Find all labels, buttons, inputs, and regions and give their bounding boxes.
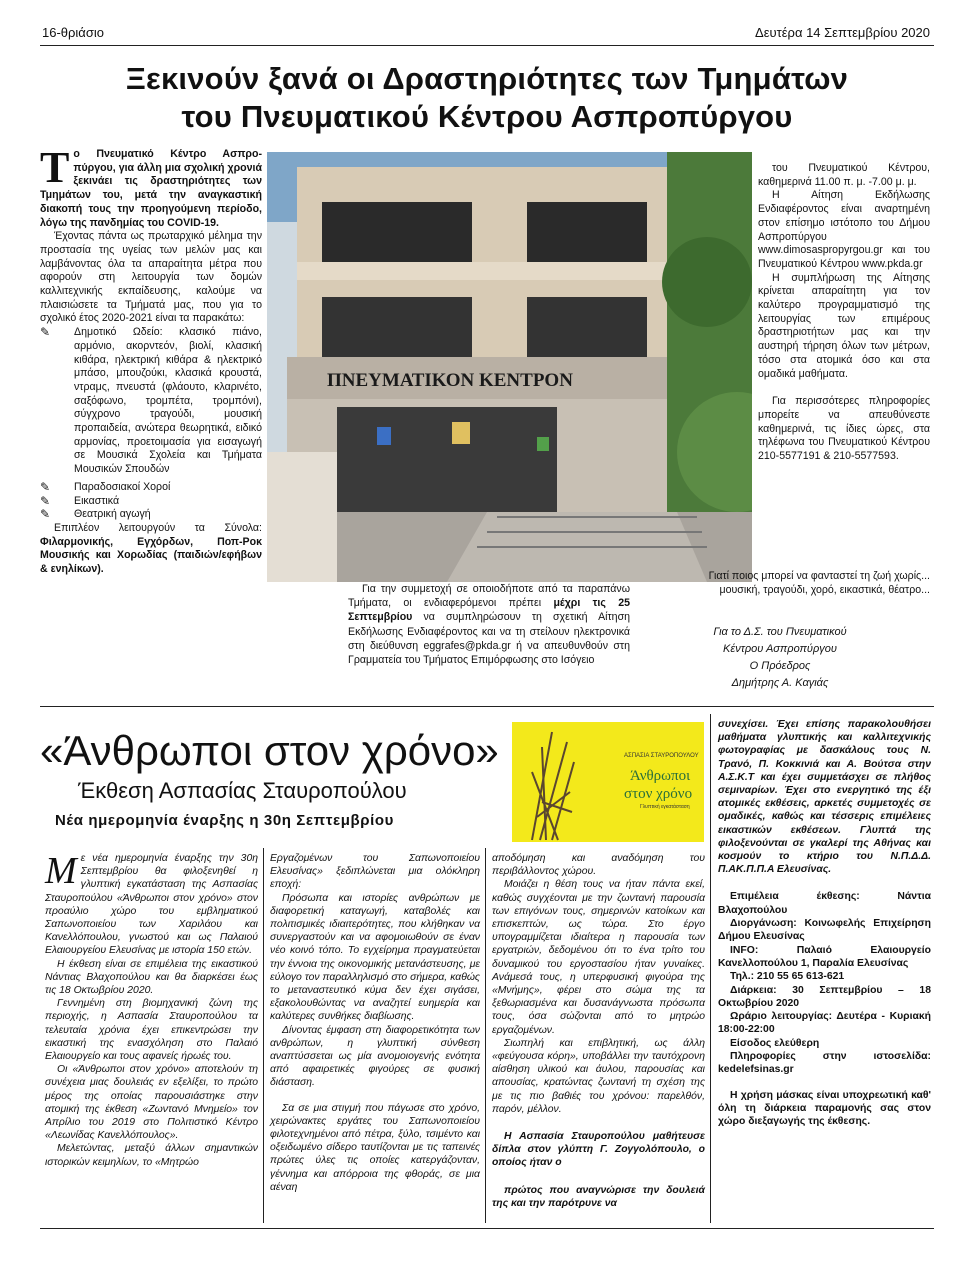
info-line: INFO: Παλαιό Ελαιουργείο Κανελλοπούλου 1, Παραλία Ελευσίνας [718, 944, 931, 969]
article1-title [40, 60, 934, 136]
list-item-text: Δημοτικό Ωδείο: κλασικό πιάνο, αρμόνιο, ακορντεόν, βιολί, κλασική κιθάρα, ηλεκτρική κιθάρα & ηλεκτρικό μπάσο, μπουζούκι, κλασικά κρουστά, ντραμς, πνευστά (φλάουτο, κλαρινέτο, σαξόφωνο, τρομπέτα, τρομπόνι), σύγχρονο τραγούδι, μουσική προπαιδεία, ανώτερα θεωρητικά, ειδικό αρμονίας, προετοιμασία για εισαγωγή σε Μουσικά Σχολεία και Τμήματα Μουσικών Σπουδών [74, 326, 262, 476]
dropcap: Μ [45, 850, 77, 892]
list-item-text: Θεατρική αγωγή [74, 508, 151, 521]
mid-text-c: να συμπληρώσουν τη σχετική Αίτηση Εκδήλωσης Ενδιαφέροντος και να τη στείλουν ηλεκτρονικά στη διεύθυνση eggrafes@pkda.gr ή να απευθυνθούν στη Γραμματεία του Τμήματος Επιμόρφωσης στο Ισόγειο [348, 611, 630, 667]
article1-paragraph: Για περισσότερες πληροφορίες μπορείτε να απευθύνεστε καθημερινά, τις ίδιες ώρες, στα τηλέφωνα του Πνευματικού Κέντρου 210-5577191 & 210-5577593. [758, 395, 930, 463]
article2-paragraph: Δίνοντας έμφαση στη διαφορετικότητα των ανθρώπων, η γλυπτική σύνθεση αναπτύσσεται ως μία ανομοιογενής ενότητα από αφαιρετικές φιγούρες σε φυσική διάσταση. [270, 1024, 480, 1089]
book-title-line1: Άνθρωποι [630, 768, 691, 784]
article2-paragraph: συνεχίσει. Έχει επίσης παρακολουθήσει μαθήματα γλυπτικής και καλλιτεχνικής φωτογραφίας με δασκάλους τους Ν. Τρανό, Π. Κοκκινιά και Α. Βούτσα στην Α.Σ.Κ.Τ και έχει συμμετάσχει σε πλήθος σεμιναρίων. Έχει στο ενεργητικό της έξι ατομικές εκθέσεις, αρκετές συμμετοχές σε ομαδικές, καθώς και τέσσερις επιμέλειες εικαστικών εκθέσεων. Γλυπτά της φιλοξενούνται σε γκαλερί της Αθήνας και κοσμούν το κτήριο του Ν.Π.Δ.Δ. Π.ΑΚ.Π.Π.Α Ελευσίνας. [718, 719, 931, 876]
mid-text-a: Για την συμμετοχή σε οποιοδήποτε από τα παραπάνω Τμήματα, οι ενδιαφερόμενοι πρέπει [348, 583, 630, 610]
signature-line: Κέντρου Ασπροπύργου [723, 643, 837, 655]
article2-paragraph: Οι «Άνθρωποι στον χρόνο» αποτελούν τη συνέχεια μιας δουλειάς εν εξελίξει, το πρώτο μέρος της οποίας παρουσιάστηκε στην ατομική της έκθεση «Ζωντανό Μνημείο» τον Απρίλιο του 2019 στο Πολιτιστικό Κέντρο «Λεωνίδας Κανελλόπουλος». [45, 1064, 258, 1142]
article1-paragraph: του Πνευματικού Κέντρου, καθημερινά 11.00 π. μ. -7.00 μ. μ. [758, 162, 930, 188]
ensembles-intro: Επιπλέον λειτουργούν τα Σύνολα: [54, 521, 262, 534]
article2-column-4 [718, 718, 931, 1128]
article2-paragraph: Η έκθεση είναι σε επιμέλεια της εικαστικού Νάντιας Βλαχοπούλου και θα διαρκέσει έως τις 18 Οκτωβρίου 2020. [45, 958, 258, 997]
info-line: Τηλ.: 210 55 65 613-621 [730, 971, 845, 983]
article2-paragraph: Σιωπηλή και επιβλητική, ως άλλη «φεύγουσα κόρη», υποβάλλει την ταυτόχρονη αίσθηση υλικού και άυλου, παρουσίας και απουσίας, κρατώντας ζωντανή τη σχέση της με τις πιο βαθιές του χρόνου: παρελθόν, παρόν, μέλλον. [492, 1037, 705, 1115]
closing-line: μουσική, τραγούδι, χορό, εικαστικά, θέατρο... [719, 583, 930, 596]
pointing-hand-icon: ✎ [40, 479, 51, 494]
list-item [40, 508, 262, 522]
article2-paragraph: αποδόμηση και αναδόμηση του περιβάλλοντος χώρου. [492, 853, 705, 878]
pointing-hand-icon: ✎ [40, 493, 51, 508]
article2-column-1 [45, 852, 258, 1169]
column-rule [710, 714, 711, 1223]
pointing-hand-icon: ✎ [40, 325, 51, 340]
building-photo [267, 152, 752, 582]
article1-right-column [758, 162, 930, 464]
article1-paragraph: Η Αίτηση Εκδήλωσης Ενδιαφέροντος είναι αναρτημένη στον επίσημο ιστότοπο του Δήμου Ασπροπύργου www.dimosaspropyrgou.gr και του Πνευματικού Κέντρου www.pkda.gr [758, 189, 930, 270]
signature-line: Για το Δ.Σ. του Πνευματικού [713, 626, 847, 638]
building-photo-illustration [267, 152, 752, 582]
section-rule [40, 706, 934, 707]
signature-block [660, 624, 900, 692]
signature-line: Δημήτρης Α. Καγιάς [731, 677, 829, 689]
signature-line: Ο Πρόεδρος [749, 660, 811, 672]
article1-lead: ο Πνευματικό Κέντρο Ασπρο-πύργου, για άλλη μια σχολική χρονιά ξεκινάει τις δραστηριότητες των Τμημάτων του, μετά την αναγκαστική διακοπή τους την προηγούμενη περίοδο, λόγω της πανδημίας του COVID-19. [40, 148, 262, 229]
ensembles-list: Φιλαρμονικής, Εγχόρδων, Ποπ-Ροκ Μουσικής και Χορωδίας (παιδιών/εφήβων & ενηλίκων). [40, 535, 262, 576]
page-number: 16-θριάσιο [42, 25, 104, 40]
building-sign: ΠΝΕΥΜΑΤΙΚΟΝ ΚΕΝΤΡΟΝ [327, 370, 573, 391]
info-line: Επιμέλεια έκθεσης: Νάντια Βλαχοπούλου [718, 891, 931, 916]
article2-paragraph: Μοιάζει η θέση τους να ήταν πάντα εκεί, καθώς συγχέονται με την ζωντανή παρουσία των επιγόνων τους, σημερινών κατοίκων και επισκεπτών, ως τώρα. Στο έργο υπογραμμίζεται ιδιαίτερα η παρουσία των εργατριών, δεδομένου ότι το ένα τρίτο του δυναμικού του εργοστασίου ήταν γυναίκες. Ανάμεσά τους, η υπερφυσική φιγούρα της «Μνήμης», φέρει στο σώμα της τα ξεθωριασμένα και δυσανάγνωστα πρόσωπα τους, όσα σώζονται από το μητρώο εργαζομένων. [492, 879, 705, 1036]
info-line: Διοργάνωση: Κοινωφελής Επιχείρηση Δήμου Ελευσίνας [718, 918, 931, 943]
article2-paragraph: ε νέα ημερομηνία έναρξης την 30η Σεπτεμβρίου θα φιλοξενηθεί η γλυπτική εγκατάσταση της Ασπασίας Σταυροπούλου «Άνθρωποι στον χρόνο» στον προαύλιο χώρο του εμβληματικού Σαπωνοποιείου των Χαριλάου και Κανελλόπουλου, γνωστού και ως Παλαιού Ελαιουργείου Ελευσίνας με ιστορία 150 ετών. [45, 853, 258, 957]
column-rule [485, 848, 486, 1223]
header-rule [40, 45, 934, 46]
sculpture-illustration [512, 722, 704, 842]
footer-rule [40, 1228, 934, 1229]
article2-column-2 [270, 852, 480, 1194]
dropcap: Τ [40, 143, 70, 192]
article1-closing [636, 570, 930, 597]
book-caption: Γλυπτική εγκατάσταση [640, 804, 690, 810]
info-line: Η χρήση μάσκας είναι υποχρεωτική καθ' όλη τη διάρκεια παραμονής σας στον χώρο διεξαγωγής της έκθεσης. [718, 1089, 931, 1128]
article2-paragraph: Μελετώντας, μεταξύ άλλων σημαντικών ιστορικών κειμηλίων, το «Μητρώο [45, 1143, 258, 1168]
list-item [40, 481, 262, 495]
issue-date: Δευτέρα 14 Σεπτεμβρίου 2020 [755, 25, 930, 40]
info-line: Ωράριο λειτουργίας: Δευτέρα - Κυριακή 18:00-22:00 [718, 1011, 931, 1036]
info-line: Διάρκεια: 30 Σεπτεμβρίου – 18 Οκτωβρίου 2020 [718, 984, 931, 1009]
article2-paragraph: Σα σε μια στιγμή που πάγωσε στο χρόνο, χειρώνακτες εργάτες του Σαπωνοποιείου φιλοτεχνημένοι από πέτρα, ξύλο, τσιμέντο και οξειδωμένο σίδερο ταυτίζονται με τις ταπεινές πρώτες ύλες τις οποίες κατεργάζονταν, γέννημα και απόρροια της φθοράς, σε μια αέναη [270, 1102, 480, 1193]
article2-subtitle: Έκθεση Ασπασίας Σταυροπούλου [78, 778, 407, 803]
closing-line: Γιατί ποιος μπορεί να φανταστεί τη ζωή χωρίς... [708, 570, 930, 582]
article1-middle-text [348, 582, 630, 667]
article1-title-line2: του Πνευματικού Κέντρου Ασπροπύργου [181, 99, 793, 134]
article2-paragraph: Εργαζομένων του Σαπωνοποιείου Ελευσίνας» ξεδιπλώνεται μια ολόκληρη εποχή: [270, 853, 480, 891]
article2-column-3 [492, 852, 705, 1210]
list-item [40, 495, 262, 509]
article1-left-column [40, 143, 262, 577]
article2-paragraph: Πρόσωπα και ιστορίες ανθρώπων με διαφορετική καταγωγή, καταβολές και πολιτισμικές ιδιαιτερότητες, που κλήθηκαν να συνεργαστούν και να αφομοιωθούν σε έναν νέο κοινό τόπο. Το εγχείρημα πραγματεύεται την έννοια της οικονομικής μετανάστευσης, με εύλογο τον παραλληλισμό στο σήμερα, καθώς το μεταναστευτικό κύμα δεν έχει σιγάσει, εξακολουθώντας να αναζητεί ευημερία και καλύτερες συνθήκες διαβίωσης. [270, 892, 480, 1023]
article2-paragraph: Γεννημένη στη βιομηχανική ζώνη της περιοχής, η Ασπασία Σταυροπούλου τα τελευταία χρόνια έχει επικεντρώσει την εικαστική της ενασχόληση στο Παλαιό Ελαιουργείο και τους αφανείς ήρωές του. [45, 998, 258, 1063]
info-line: Είσοδος ελεύθερη [730, 1037, 820, 1049]
book-cover [512, 722, 704, 842]
list-item-text: Εικαστικά [74, 494, 120, 507]
article1-title-line1: Ξεκινούν ξανά οι Δραστηριότητες των Τμημάτων [125, 61, 849, 96]
article2-paragraph: Η Ασπασία Σταυροπούλου μαθήτευσε δίπλα στον γλύπτη Γ. Ζογγολόπουλο, ο οποίος ήταν ο [492, 1131, 705, 1169]
info-line: Πληροφορίες στην ιστοσελίδα: kedelefsinas.gr [718, 1051, 931, 1076]
book-author: ΑΣΠΑΣΙΑ ΣΤΑΥΡΟΠΟΥΛΟΥ [624, 753, 699, 759]
column-rule [263, 848, 264, 1223]
article1-paragraph: Έχοντας πάντα ως πρωταρχικό μέλημα την προστασία της υγείας των μελών μας και λαμβάνοντας όλα τα απαραίτητα μέτρα που αφορούν στη λειτουργία των δομών καλλιτεχνικής εκπαίδευσης, καλούμε να πλαισιώσετε τα Τμήματά μας, που για το σχολικό έτος 2020-2021 είναι τα παρακάτω: [40, 230, 262, 325]
list-item-text: Παραδοσιακοί Χοροί [74, 480, 171, 493]
article2-title: «Άνθρωποι στον χρόνο» [40, 727, 499, 774]
list-item [40, 326, 262, 477]
article2-paragraph: πρώτος που αναγνώρισε την δουλειά της και την παρότρυνε να [492, 1184, 705, 1209]
article2-date-subtitle: Νέα ημερομηνία έναρξης η 30η Σεπτεμβρίου [55, 812, 394, 829]
pointing-hand-icon: ✎ [40, 507, 51, 522]
article1-paragraph: Η συμπλήρωση της Αίτησης κρίνεται απαραίτητη για τον καλύτερο προγραμματισμό της λειτουργίας των επιμέρους δραστηριοτήτων μας και την αυστηρή τήρηση όλων των μέτρων, τόσο στα ατομικά όσο και στα ομαδικά μαθήματα. [758, 271, 930, 380]
book-title-line2: στον χρόνο [624, 786, 693, 802]
deadline: μέχρι τις 25 Σεπτεμβρίου [348, 597, 630, 624]
